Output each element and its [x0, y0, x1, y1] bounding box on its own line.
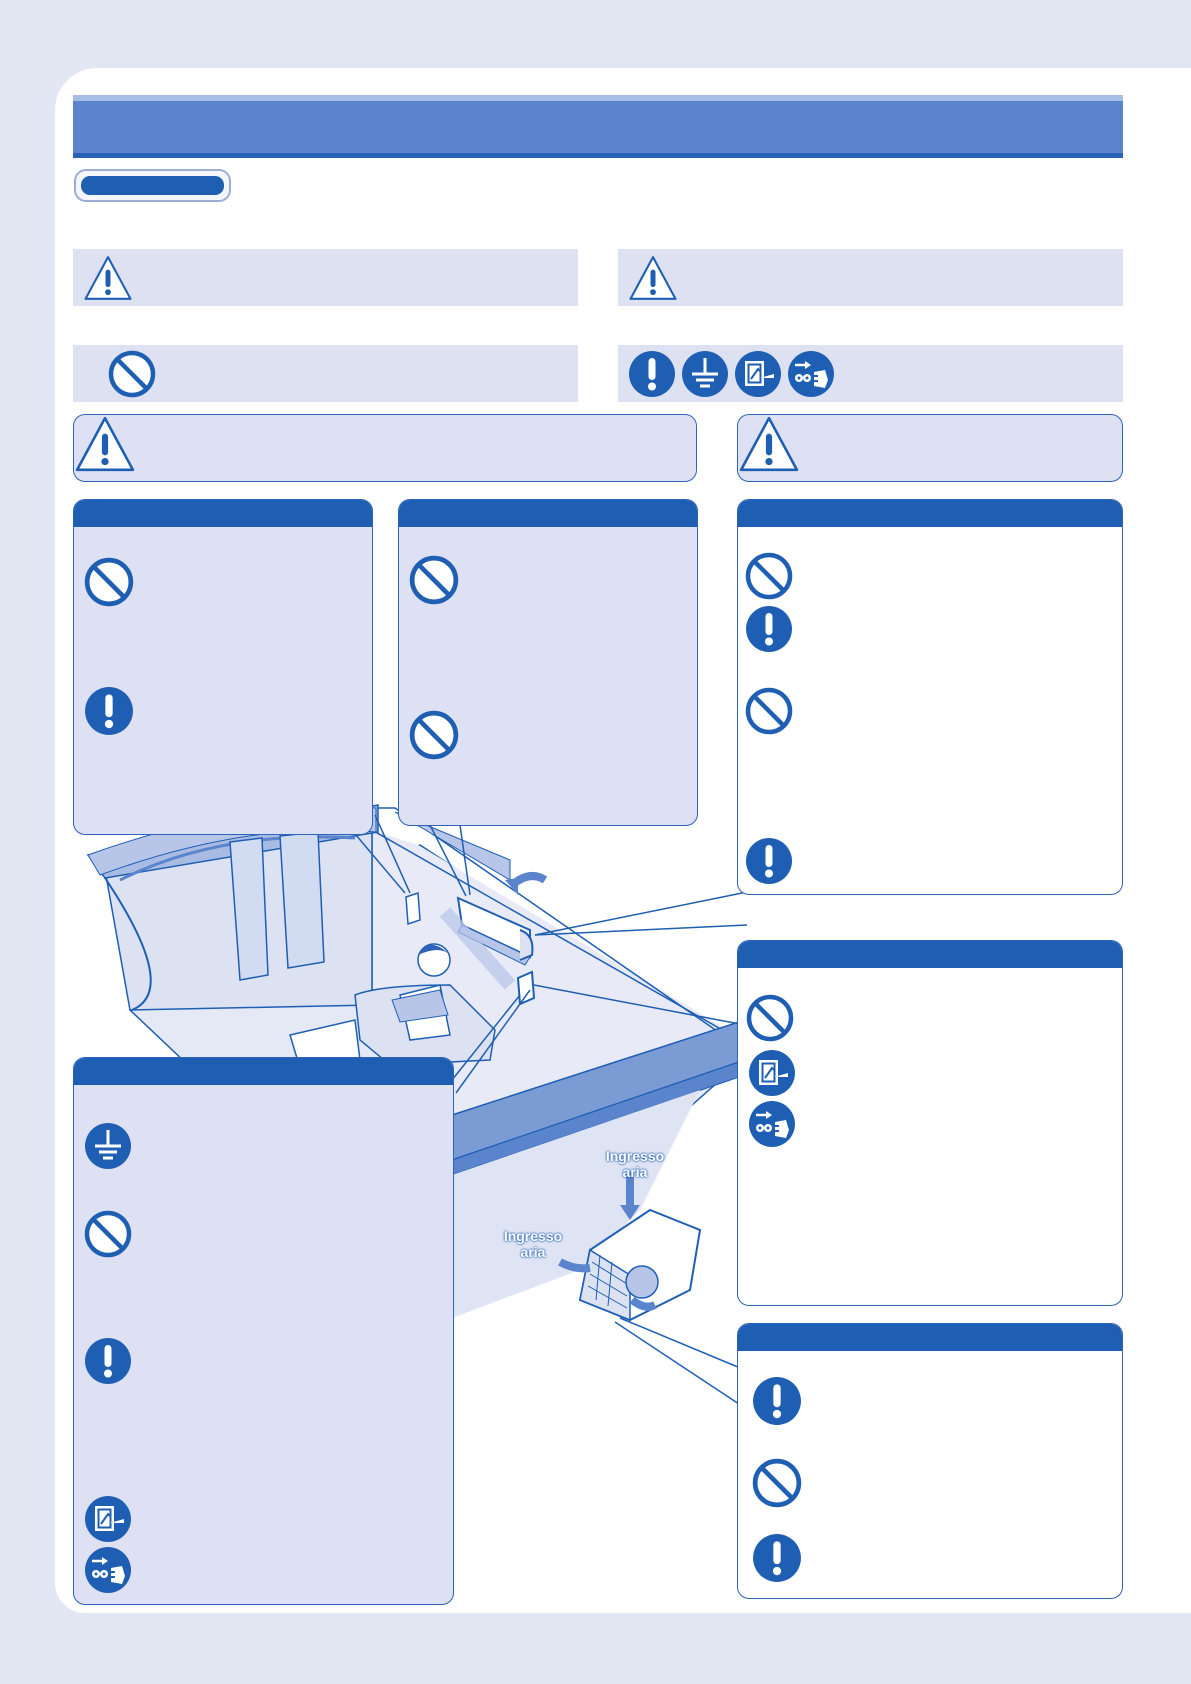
warning-panel-indoor-unit: [398, 499, 698, 826]
prohibited-icon: [84, 1210, 132, 1258]
air-intake-label: Ingresso aria: [503, 1228, 563, 1260]
warning-panel-electrical: [73, 1057, 454, 1605]
prohibited-icon: [745, 552, 793, 600]
warning-panel-remote: [73, 499, 373, 835]
panel-header: [738, 500, 1122, 527]
panel-header: [738, 941, 1122, 968]
panel-header: [74, 500, 372, 527]
exclamation-icon: [745, 837, 793, 885]
air-intake-label: Ingresso aria: [605, 1148, 665, 1180]
earth-ground-icon: [84, 1122, 132, 1170]
prohibited-icon: [746, 994, 794, 1042]
switch-off-icon: [84, 1495, 132, 1543]
switch-off-icon: [748, 1049, 796, 1097]
panel-header: [74, 1058, 453, 1085]
exclamation-icon: [84, 1337, 132, 1385]
panel-header: [738, 1324, 1122, 1351]
exclamation-icon: [752, 1533, 802, 1583]
prohibited-icon: [409, 710, 459, 760]
prohibited-icon: [745, 687, 793, 735]
caution-panel-outdoor-unit: [737, 1323, 1123, 1599]
exclamation-icon: [745, 605, 793, 653]
caution-panel-power-supply: [737, 940, 1123, 1306]
exclamation-icon: [84, 686, 134, 736]
caution-panel-indoor-unit: [737, 499, 1123, 895]
unplug-icon: [84, 1546, 132, 1594]
prohibited-icon: [409, 555, 459, 605]
unplug-icon: [748, 1100, 796, 1148]
prohibited-icon: [752, 1458, 802, 1508]
panel-header: [399, 500, 697, 527]
exclamation-icon: [752, 1376, 802, 1426]
prohibited-icon: [84, 557, 134, 607]
